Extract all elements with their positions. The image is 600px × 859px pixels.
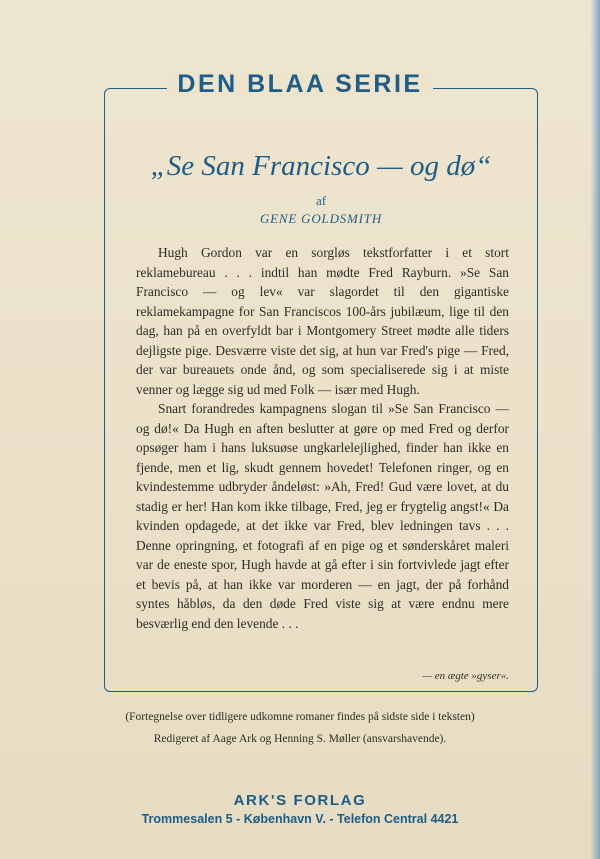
catalog-note: (Fortegnelse over tidligere udkomne romaner findes på sidste side i teksten) — [125, 711, 475, 723]
cover-edge — [590, 0, 600, 859]
author-prefix: af — [315, 193, 327, 208]
blurb-paragraph-2: Snart forandredes kampagnens slogan til »Se San Francisco — og dø!« Da Hugh en aften beslutter at gøre op med Fred og derfor opsøger ham i hans luksuøse ungkarlelejlighed, finder han ikke en fjende, men et lig, skudt gennem hovedet! Telefonen ringer, og en kvindestemme udbryder åndeløst: »Ah, Fred! Gud være lovet, at du stadig er her! Han kom ikke tilbage, Fred, jeg er frygtelig angst!« Da kvinden opdagede, at det ikke var Fred, blev ledningen tavs . . . Denne opringning, et fotografi af en pige og et sønderskåret maleri var de eneste spor, Hugh havde at gå efter i sin fortvivlede jagt efter et bevis på, at han ikke var morderen — en jagt, der på forhånd syntes håbløs, da den døde Fred viste sig at være endnu mere besværlig end den levende . . . — [136, 401, 509, 631]
editors-note: Redigeret af Aage Ark og Henning S. Møller (ansvarshavende). — [153, 733, 447, 745]
blurb — [136, 243, 509, 633]
series-title-text: DEN BLAA SERIE — [167, 70, 432, 98]
publisher-name: ARK'S FORLAG — [233, 792, 367, 809]
book-title: „Se San Francisco — og dø“ — [150, 150, 492, 182]
publisher-address: Trommesalen 5 - København V. - Telefon Central 4421 — [141, 812, 459, 826]
author-name: GENE GOLDSMITH — [259, 211, 383, 226]
tagline: — en ægte »gyser«. — [422, 670, 509, 682]
series-title — [0, 70, 600, 99]
blurb-paragraph-1: Hugh Gordon var en sorgløs tekstforfatter i et stort reklamebureau . . . indtil han mødte Fred Rayburn. »Se San Francisco — og lev« var slagordet til den gigantiske reklamekampagne for San Franciscos 100-års jubilæum, lige til den dag, han på en overfyldt bar i Montgomery Street mødte alle tiders dejligste pige. Desværre viste det sig, at hun var Fred's pige — Fred, der var bureauets onde ånd, og som specialiserede sig i at miste venner og lægge sig ud med Folk — især med Hugh. — [136, 245, 509, 397]
